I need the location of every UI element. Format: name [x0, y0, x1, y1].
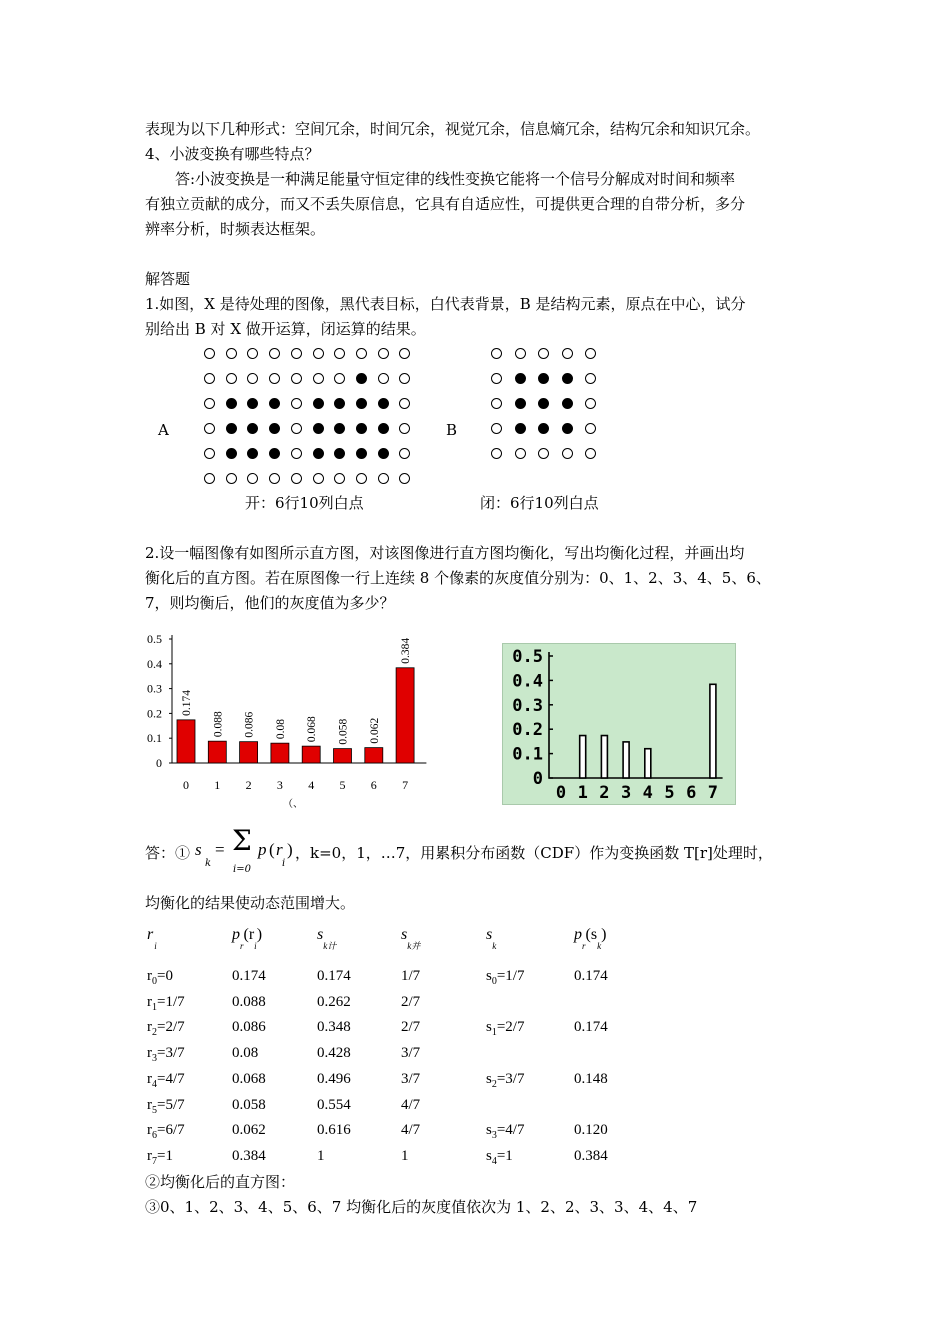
table-cell-ri: $r_5=5/7$ [147, 1096, 185, 1116]
axes [549, 652, 723, 778]
formula-k: k [205, 858, 212, 869]
black-pixel [226, 423, 237, 434]
bar [601, 736, 607, 778]
white-pixel [491, 423, 502, 434]
answer-formula-line [145, 826, 845, 876]
white-pixel [356, 348, 367, 359]
white-pixel [291, 373, 302, 384]
y-tick-label: 0 [532, 769, 543, 789]
question-2-line2: 衡化后的直方图。若在原图像一行上连续 8 个像素的灰度值分别为：0、1、2、3、4、5、6、 [145, 569, 771, 587]
section-title: 解答题 [145, 270, 191, 288]
table-cell-ps: 0.174 [574, 1019, 608, 1036]
table-cell-sk-merge: 2/7 [401, 993, 421, 1010]
white-pixel [585, 448, 596, 459]
header-ri: $r_i$ [147, 926, 157, 951]
white-pixel [538, 348, 549, 359]
white-pixel [291, 348, 302, 359]
white-pixel [515, 348, 526, 359]
answer-4-line3: 辨率分析，时频表达框架。 [145, 220, 326, 238]
white-pixel [313, 373, 324, 384]
x-tick-label: 3 [276, 778, 283, 792]
table-cell-p: 0.088 [232, 993, 266, 1010]
answer-4-line2: 有独立贡献的成分，而又不丢失原信息，它具有自适应性，可提供更合理的自带分析，多分 [145, 195, 746, 213]
black-pixel [538, 373, 549, 384]
table-cell-sk-calc: 0.428 [317, 1045, 351, 1062]
formula-r: r [276, 840, 283, 859]
black-pixel [269, 423, 280, 434]
y-tick-label: 0.3 [512, 695, 543, 716]
y-tick-label: 0.1 [147, 731, 162, 746]
bar [208, 741, 226, 763]
white-pixel [313, 348, 324, 359]
header-sk-calc: $s_{k计}$ [317, 926, 337, 951]
table-cell-sk: $s_2=3/7$ [486, 1070, 525, 1090]
black-pixel [313, 423, 324, 434]
black-pixel [247, 448, 258, 459]
white-pixel [515, 448, 526, 459]
table-cell-sk-calc: 0.554 [317, 1096, 351, 1113]
data-label: 0.384 [400, 637, 413, 664]
white-pixel [226, 373, 237, 384]
black-pixel [356, 373, 367, 384]
x-tick-label: 6 [686, 783, 697, 803]
y-tick-label: 0.2 [512, 720, 543, 741]
white-pixel [334, 473, 345, 484]
bar [396, 668, 414, 763]
table-cell-ri: $r_1=1/7$ [147, 993, 185, 1013]
question-2-line3: 7，则均衡后，他们的灰度值为多少？ [145, 594, 395, 612]
table-cell-ri: $r_2=2/7$ [147, 1019, 185, 1039]
white-pixel [491, 373, 502, 384]
close-result-caption: 闭：6行10列白点 [480, 494, 599, 512]
table-cell-ri: $r_3=3/7$ [147, 1045, 185, 1065]
x-tick-label: 6 [370, 778, 377, 792]
data-label: 0.062 [368, 717, 381, 744]
table-cell-sk-merge: 4/7 [401, 1096, 421, 1113]
data-label: 0.08 [274, 719, 287, 740]
black-pixel [515, 423, 526, 434]
table-cell-sk: $s_0=1/7$ [486, 968, 525, 987]
table-cell-sk-merge: 2/7 [401, 1019, 421, 1036]
white-pixel [585, 373, 596, 384]
x-tick-label: 5 [339, 778, 346, 792]
white-pixel [378, 348, 389, 359]
white-pixel [269, 473, 280, 484]
black-pixel [378, 398, 389, 409]
black-pixel [247, 398, 258, 409]
table-cell-sk-calc: 0.174 [317, 968, 351, 984]
table-cell-p: 0.174 [232, 968, 266, 984]
table-cell-sk-merge: 3/7 [401, 1070, 421, 1087]
white-pixel [399, 398, 410, 409]
white-pixel [204, 423, 215, 434]
y-tick-label: 0.1 [512, 744, 543, 765]
y-tick-label: 0.3 [147, 681, 162, 696]
table-cell-ri: $r_7=1$ [147, 1147, 173, 1167]
white-pixel [562, 348, 573, 359]
black-pixel [313, 398, 324, 409]
table-cell-sk-calc: 0.348 [317, 1019, 351, 1036]
white-pixel [399, 373, 410, 384]
x-tick-label: 4 [308, 778, 315, 792]
table-cell-p: 0.086 [232, 1019, 266, 1036]
white-pixel [291, 423, 302, 434]
bar [271, 743, 289, 763]
table-cell-sk: $s_1=2/7$ [486, 1019, 525, 1039]
x-tick-label: 2 [245, 778, 252, 792]
table-cell-ps: 0.174 [574, 968, 608, 984]
table-cell-sk-merge: 1/7 [401, 968, 421, 984]
white-pixel [399, 448, 410, 459]
white-pixel [291, 448, 302, 459]
white-pixel [491, 448, 502, 459]
table-cell-sk-calc: 0.616 [317, 1122, 351, 1139]
morphology-figure [0, 0, 950, 520]
x-tick-label: 7 [402, 778, 409, 792]
question-1-line1: 1.如图，X 是待处理的图像，黑代表目标，白代表背景，B 是结构元素，原点在中心，试分 [145, 295, 746, 313]
x-tick-label: 1 [214, 778, 221, 792]
white-pixel [585, 398, 596, 409]
answer-line2: 均衡化的结果使动态范围增大。 [145, 894, 356, 912]
header-pr-sk: $p_r(s_k)$ [574, 926, 607, 951]
y-tick-label: 0.2 [147, 706, 162, 721]
black-pixel [356, 448, 367, 459]
black-pixel [356, 423, 367, 434]
white-pixel [204, 348, 215, 359]
black-pixel [356, 398, 367, 409]
data-label: 0.068 [306, 716, 319, 743]
answer-rest: ，k=0，1，…7，用累积分布函数（CDF）作为变换函数 T[r]处理时， [295, 844, 773, 862]
x-tick-label: 1 [577, 783, 588, 803]
table-cell-sk: $s_4=1$ [486, 1147, 513, 1167]
formula-rparen: ) [287, 840, 293, 859]
black-pixel [226, 448, 237, 459]
white-pixel [378, 373, 389, 384]
white-pixel [204, 448, 215, 459]
white-pixel [585, 348, 596, 359]
white-pixel [269, 373, 280, 384]
equalized-histogram [503, 644, 735, 804]
formula-s: s [195, 840, 202, 859]
x-tick-label: 5 [664, 783, 675, 803]
answer-prefix: 答：① [145, 844, 191, 862]
table-cell-sk-merge: 1 [401, 1147, 409, 1164]
white-pixel [491, 348, 502, 359]
step-3: ③0、1、2、3、4、5、6、7 均衡化后的灰度值依次为 1、2、2、3、3、4、4、7 [145, 1198, 698, 1216]
table-cell-ps: 0.384 [574, 1147, 608, 1164]
answer-4-line1: 答:小波变换是一种满足能量守恒定律的线性变换它能将一个信号分解成对时间和频率 [175, 170, 736, 188]
white-pixel [226, 473, 237, 484]
table-cell-p: 0.068 [232, 1070, 266, 1087]
black-pixel [538, 398, 549, 409]
data-label: 0.174 [181, 689, 193, 716]
formula-p: p [258, 840, 267, 859]
bar [645, 749, 651, 778]
formula-lower: i=0 [233, 864, 251, 875]
black-pixel [313, 448, 324, 459]
header-sk-merge: $s_{k并}$ [401, 926, 421, 951]
formula-sigma: Σ [232, 824, 252, 857]
black-pixel [562, 398, 573, 409]
black-pixel [378, 448, 389, 459]
white-pixel [585, 423, 596, 434]
black-pixel [515, 373, 526, 384]
x-tick-label: 0 [555, 783, 567, 803]
bar [302, 746, 320, 763]
white-pixel [204, 373, 215, 384]
black-pixel [538, 423, 549, 434]
white-pixel [204, 398, 215, 409]
table-cell-ri: $r_0=0$ [147, 968, 173, 987]
formula-i: i [282, 858, 286, 869]
black-pixel [334, 448, 345, 459]
table-cell-p: 0.062 [232, 1122, 266, 1139]
table-cell-sk-merge: 3/7 [401, 1045, 421, 1062]
formula-lparen: ( [269, 840, 275, 859]
table-cell-p: 0.058 [232, 1096, 266, 1113]
white-pixel [378, 473, 389, 484]
bar [580, 736, 586, 778]
white-pixel [538, 448, 549, 459]
bar [177, 720, 195, 763]
table-cell-ri: $r_4=4/7$ [147, 1070, 185, 1090]
white-pixel [247, 373, 258, 384]
white-pixel [269, 348, 280, 359]
black-pixel [562, 373, 573, 384]
table-cell-ps: 0.120 [574, 1122, 608, 1139]
black-pixel [334, 398, 345, 409]
black-pixel [269, 398, 280, 409]
x-tick-label: 0 [183, 778, 189, 792]
data-label: 0.086 [243, 711, 256, 738]
black-pixel [562, 423, 573, 434]
header-sk: $s_k$ [486, 926, 497, 951]
black-pixel [269, 448, 280, 459]
table-cell-p: 0.384 [232, 1147, 266, 1164]
white-pixel [399, 423, 410, 434]
white-pixel [226, 348, 237, 359]
white-pixel [334, 373, 345, 384]
y-tick-label: 0.4 [147, 656, 162, 671]
equalized-histogram-panel [502, 643, 736, 805]
white-pixel [562, 448, 573, 459]
black-pixel [247, 423, 258, 434]
open-result-caption: 开：6行10列白点 [245, 494, 364, 512]
chart-footnote: （、 [283, 799, 303, 810]
bar [240, 742, 258, 763]
step-2: ②均衡化后的直方图： [145, 1173, 296, 1191]
white-pixel [247, 348, 258, 359]
white-pixel [204, 473, 215, 484]
black-pixel [378, 423, 389, 434]
question-2-line1: 2.设一幅图像有如图所示直方图，对该图像进行直方图均衡化，写出均衡化过程，并画出均 [145, 544, 745, 562]
white-pixel [334, 348, 345, 359]
black-pixel [226, 398, 237, 409]
x-tick-label: 4 [642, 783, 653, 803]
bar [365, 748, 383, 763]
white-pixel [491, 398, 502, 409]
y-tick-label: 0.4 [512, 671, 543, 692]
question-1-line2: 别给出 B 对 X 做开运算，闭运算的结果。 [145, 320, 426, 338]
data-label: 0.088 [212, 711, 225, 738]
bar [334, 749, 352, 763]
y-tick-label: 0.5 [512, 647, 543, 667]
text-line-redundancy: 表现为以下几种形式：空间冗余，时间冗余，视觉冗余，信息熵冗余，结构冗余和知识冗余。 [145, 120, 761, 138]
black-pixel [334, 423, 345, 434]
header-pr-ri: $p_r(r_i)$ [232, 926, 263, 951]
table-cell-sk-calc: 1 [317, 1147, 325, 1164]
label-b: B [446, 421, 458, 439]
formula-eq: = [215, 840, 225, 859]
label-a: A [158, 421, 169, 439]
black-pixel [515, 398, 526, 409]
x-tick-label: 7 [707, 783, 719, 803]
original-histogram [140, 625, 440, 810]
table-cell-sk-merge: 4/7 [401, 1122, 421, 1139]
table-cell-ri: $r_6=6/7$ [147, 1122, 185, 1142]
bar [710, 684, 716, 778]
y-tick-label: 0 [156, 756, 162, 770]
table-cell-sk-calc: 0.262 [317, 993, 351, 1010]
table-cell-sk: $s_3=4/7$ [486, 1122, 525, 1142]
table-cell-sk-calc: 0.496 [317, 1070, 351, 1087]
table-cell-p: 0.08 [232, 1045, 259, 1062]
x-tick-label: 3 [620, 783, 632, 803]
bar [623, 742, 629, 778]
white-pixel [247, 473, 258, 484]
white-pixel [291, 473, 302, 484]
white-pixel [356, 473, 367, 484]
white-pixel [399, 473, 410, 484]
question-4: 4、小波变换有哪些特点？ [145, 145, 320, 163]
white-pixel [313, 473, 324, 484]
x-tick-label: 2 [599, 783, 610, 803]
white-pixel [291, 398, 302, 409]
data-label: 0.058 [337, 718, 350, 745]
table-cell-ps: 0.148 [574, 1070, 608, 1087]
white-pixel [399, 348, 410, 359]
y-tick-label: 0.5 [147, 632, 162, 646]
